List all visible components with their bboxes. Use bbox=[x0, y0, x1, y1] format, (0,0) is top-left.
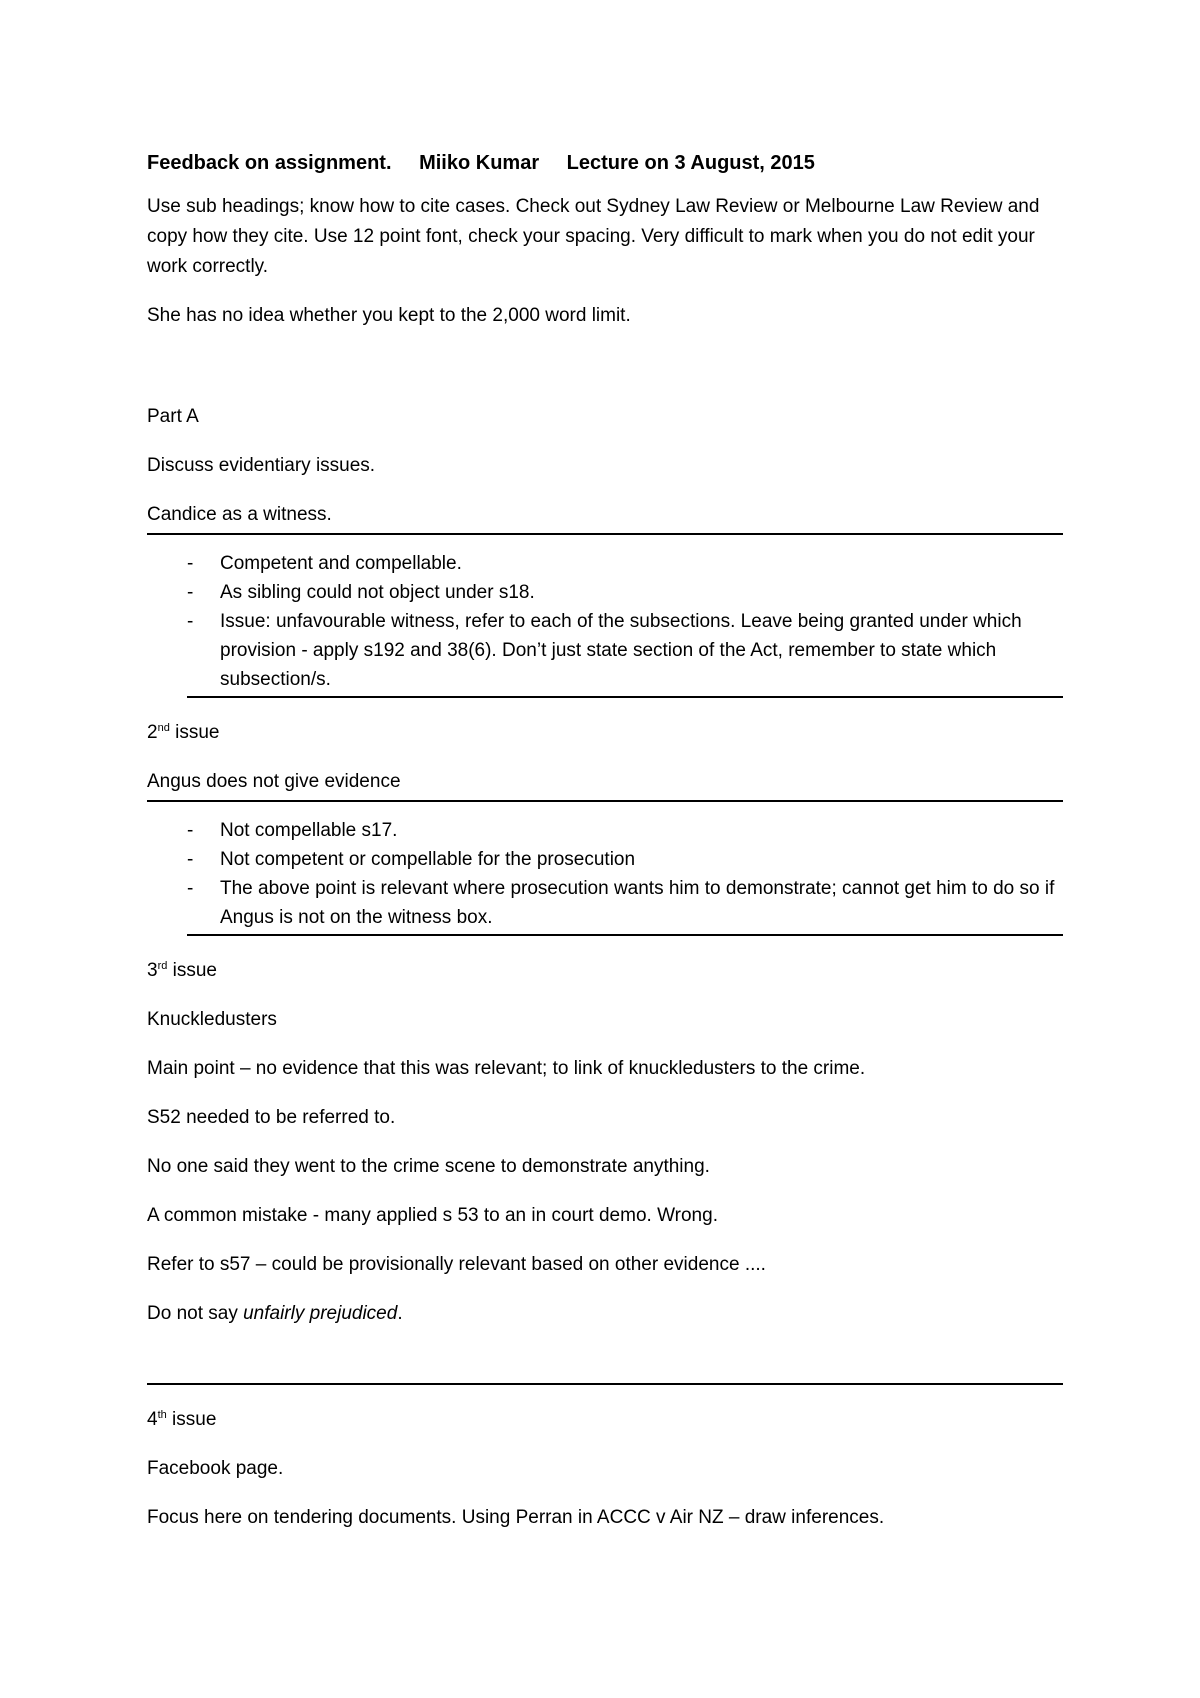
issue-3-line: A common mistake - many applied s 53 to an in court demo. Wrong. bbox=[147, 1205, 718, 1226]
title-lecture-date: Lecture on 3 August, 2015 bbox=[566, 152, 815, 174]
issue-2-label bbox=[147, 718, 1063, 748]
section-top-rule bbox=[147, 800, 1063, 802]
list-item: - Not compellable s17. bbox=[187, 816, 1063, 845]
issue-4-line: Focus here on tendering documents. Using Perran in ACCC v Air NZ – draw inferences. bbox=[147, 1507, 885, 1528]
issue-4-label bbox=[147, 1405, 1063, 1435]
issue-number: 3 bbox=[147, 960, 158, 981]
intro-paragraph-citation: Use sub headings; know how to cite cases. Check out Sydney Law Review or Melbourne Law Review and copy how they cite. Use 12 point font, check your spacing. Very difficult to mark when you do not edit your work correctly. bbox=[147, 196, 1040, 277]
issue-3-label bbox=[147, 956, 1063, 986]
ordinal-suffix: nd bbox=[157, 722, 170, 734]
section-top-rule bbox=[147, 533, 1063, 535]
list-item: - The above point is relevant where prosecution wants him to demonstrate; cannot get him to do so if Angus is not on the witness box. bbox=[187, 874, 1063, 932]
list-item: - As sibling could not object under s18. bbox=[187, 578, 1063, 607]
section-heading-candice: Candice as a witness. bbox=[147, 504, 332, 525]
issue-number: 2 bbox=[147, 722, 158, 743]
issue-3-last-line bbox=[147, 1299, 1063, 1329]
issue-3-line: Refer to s57 – could be provisionally relevant based on other evidence .... bbox=[147, 1254, 766, 1275]
spacer bbox=[147, 350, 1063, 402]
issue-word: issue bbox=[166, 1409, 217, 1430]
list-item: - Competent and compellable. bbox=[187, 549, 1063, 578]
document-page bbox=[147, 148, 1063, 1552]
document-title bbox=[147, 148, 1063, 178]
ordinal-suffix: rd bbox=[157, 960, 168, 972]
ordinal-suffix: th bbox=[157, 1409, 167, 1421]
text-suffix: . bbox=[397, 1303, 403, 1324]
issue-4-topic: Facebook page. bbox=[147, 1458, 284, 1479]
title-assignment: Feedback on assignment. bbox=[147, 152, 392, 174]
issue-word: issue bbox=[167, 960, 217, 981]
italic-phrase: unfairly prejudiced bbox=[243, 1303, 398, 1324]
divider-rule bbox=[147, 1383, 1063, 1385]
list-item: - Issue: unfavourable witness, refer to each of the subsections. Leave being granted under which provision - apply s192 and 38(6). Don’t just state section of the Act, remember to state which subsection/s. bbox=[187, 607, 1063, 694]
issue-3-line: Main point – no evidence that this was relevant; to link of knuckledusters to the crime. bbox=[147, 1058, 866, 1079]
section-bottom-rule bbox=[187, 696, 1063, 698]
candice-bullet-list bbox=[147, 549, 1063, 694]
title-author: Miiko Kumar bbox=[419, 152, 540, 174]
issue-number: 4 bbox=[147, 1409, 158, 1430]
text-prefix: Do not say bbox=[147, 1303, 244, 1324]
issue-3-line: No one said they went to the crime scene to demonstrate anything. bbox=[147, 1156, 710, 1177]
issue-3-topic: Knuckledusters bbox=[147, 1009, 277, 1030]
list-item: - Not competent or compellable for the prosecution bbox=[187, 845, 1063, 874]
issue-word: issue bbox=[169, 722, 220, 743]
part-a-discuss: Discuss evidentiary issues. bbox=[147, 455, 376, 476]
part-a-label: Part A bbox=[147, 406, 199, 427]
intro-paragraph-word-limit: She has no idea whether you kept to the 2,000 word limit. bbox=[147, 305, 631, 326]
section-heading-angus: Angus does not give evidence bbox=[147, 771, 401, 792]
section-bottom-rule bbox=[187, 934, 1063, 936]
issue-3-line: S52 needed to be referred to. bbox=[147, 1107, 396, 1128]
spacer bbox=[147, 1348, 1063, 1383]
angus-bullet-list bbox=[147, 816, 1063, 932]
